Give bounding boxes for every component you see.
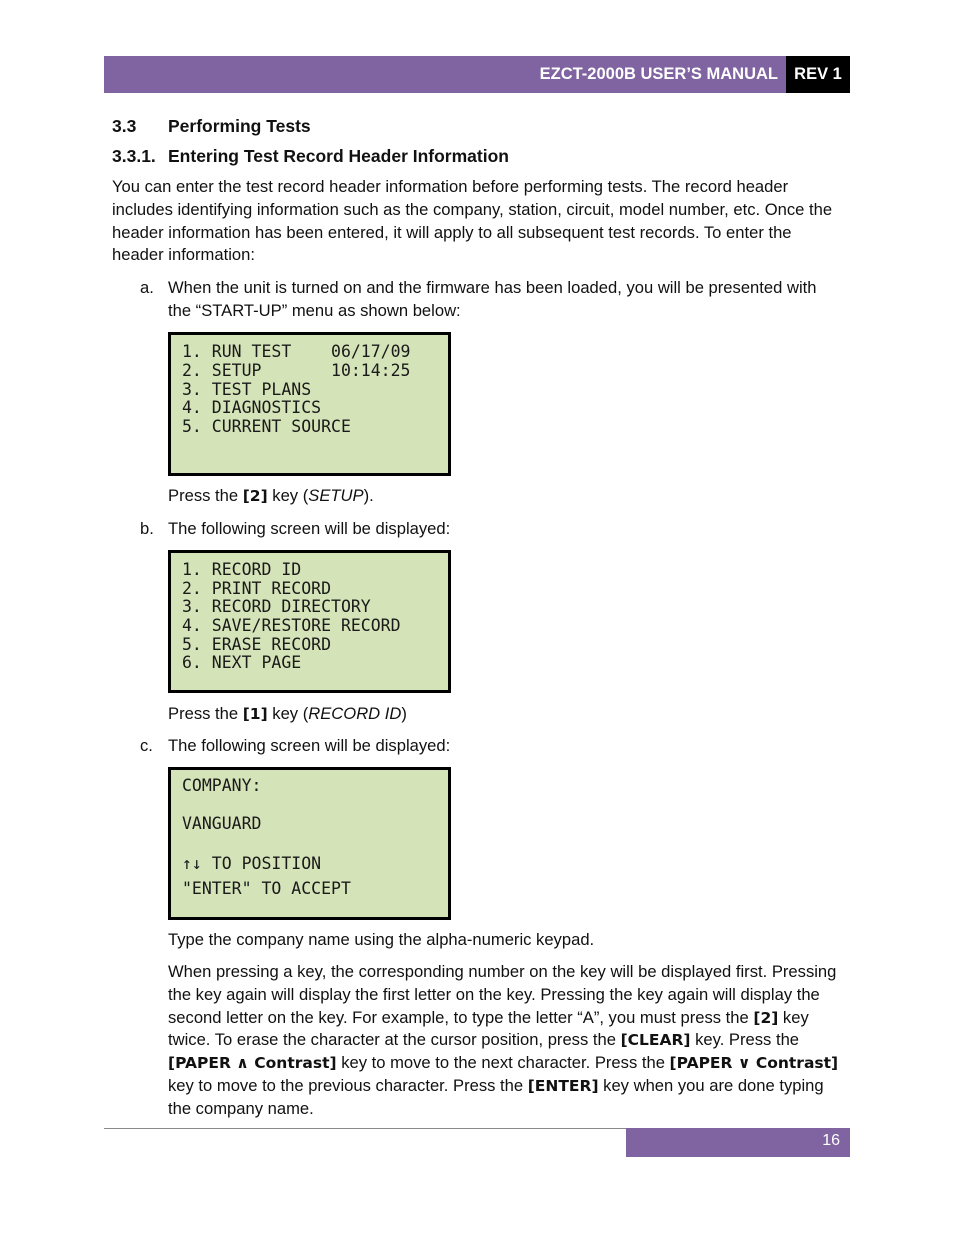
keypad-instructions (168, 961, 844, 1121)
lcd-line: 1. RECORD ID (182, 560, 302, 579)
lcd-startup-menu (168, 332, 451, 476)
press-text: Press the (168, 704, 243, 723)
press-text: ). (363, 486, 374, 505)
footer-bar (626, 1128, 850, 1157)
lcd-line: VANGUARD (182, 814, 262, 833)
key-label: [1] (242, 705, 268, 723)
lcd-line: 2. PRINT RECORD (182, 579, 332, 598)
instruction-text: When pressing a key, the corresponding number on the key will be displayed first. Pressing the key again will display the first letter on the key. Pressing the key again will display the second letter on the key. For example, to type the letter “A”, you must press the (168, 962, 837, 1027)
instruction-text: key to move to the next character. Press the (336, 1053, 670, 1073)
keypad-note: Type the company name using the alpha-numeric keypad. (168, 930, 595, 949)
header-bar (104, 56, 850, 93)
step-text: When the unit is turned on and the firmware has been loaded, you will be presented with the “START-UP” menu as shown below: (168, 278, 817, 320)
key-label: [2] (753, 1008, 779, 1027)
lcd-line: 4. SAVE/RESTORE RECORD (182, 616, 401, 635)
lcd-line: 1. RUN TEST 06/17/09 (182, 342, 411, 361)
section-heading (112, 116, 311, 137)
lcd-line: COMPANY: (182, 776, 262, 795)
subsection-number: 3.3.1. (112, 146, 156, 166)
press-text: ) (401, 704, 407, 723)
intro-paragraph: You can enter the test record header information before performing tests. The record header includes identifying information such as the company, station, circuit, model number, etc. Once the header information has been entered, it will apply to all subsequent test records. To enter the header information: (112, 177, 833, 265)
menu-name: SETUP (308, 486, 364, 505)
subsection-title: Entering Test Record Header Information (168, 146, 509, 166)
press-text: key ( (267, 704, 309, 723)
key-label: [2] (242, 487, 268, 505)
section-title: Performing Tests (168, 116, 311, 136)
section-number: 3.3 (112, 116, 137, 136)
key-label: [PAPER ∧ Contrast] (168, 1054, 337, 1073)
lcd-line: "ENTER" TO ACCEPT (182, 879, 351, 898)
manual-title: EZCT-2000B USER’S MANUAL (539, 65, 778, 83)
subsection-heading (112, 146, 509, 167)
footer-divider (104, 1128, 626, 1129)
menu-name: RECORD ID (308, 704, 402, 723)
press-text: key ( (267, 486, 309, 505)
instruction-text: key. Press the (690, 1030, 800, 1050)
page-number: 16 (822, 1132, 840, 1149)
lcd-line: 2. SETUP 10:14:25 (182, 361, 411, 380)
lcd-line: 5. CURRENT SOURCE (182, 417, 351, 436)
lcd-line: 5. ERASE RECORD (182, 635, 332, 654)
revision-badge: REV 1 (786, 56, 850, 93)
step-letter: c. (140, 736, 153, 755)
key-label: [ENTER] (527, 1076, 599, 1095)
step-letter: b. (140, 519, 154, 538)
lcd-line: 6. NEXT PAGE (182, 653, 302, 672)
lcd-line: 3. TEST PLANS (182, 380, 312, 399)
lcd-line: ↑↓ TO POSITION (182, 854, 322, 873)
lcd-line: 3. RECORD DIRECTORY (182, 597, 371, 616)
instruction-text: key twice. To erase the character at the cursor position, press the (168, 1007, 809, 1050)
key-label: [CLEAR] (620, 1031, 691, 1050)
press-instruction-b (168, 703, 407, 726)
press-instruction-a (168, 485, 374, 508)
step-text: The following screen will be displayed: (168, 519, 451, 538)
instruction-text: key to move to the previous character. Press the (168, 1075, 528, 1095)
lcd-line: 4. DIAGNOSTICS (182, 398, 322, 417)
lcd-company-entry (168, 767, 451, 920)
lcd-record-menu (168, 550, 451, 693)
key-label: [PAPER ∨ Contrast] (669, 1054, 839, 1073)
press-text: Press the (168, 486, 243, 505)
instruction-text: key when you are done typing the company name. (168, 1075, 824, 1118)
step-letter: a. (140, 278, 154, 297)
step-text: The following screen will be displayed: (168, 736, 451, 755)
